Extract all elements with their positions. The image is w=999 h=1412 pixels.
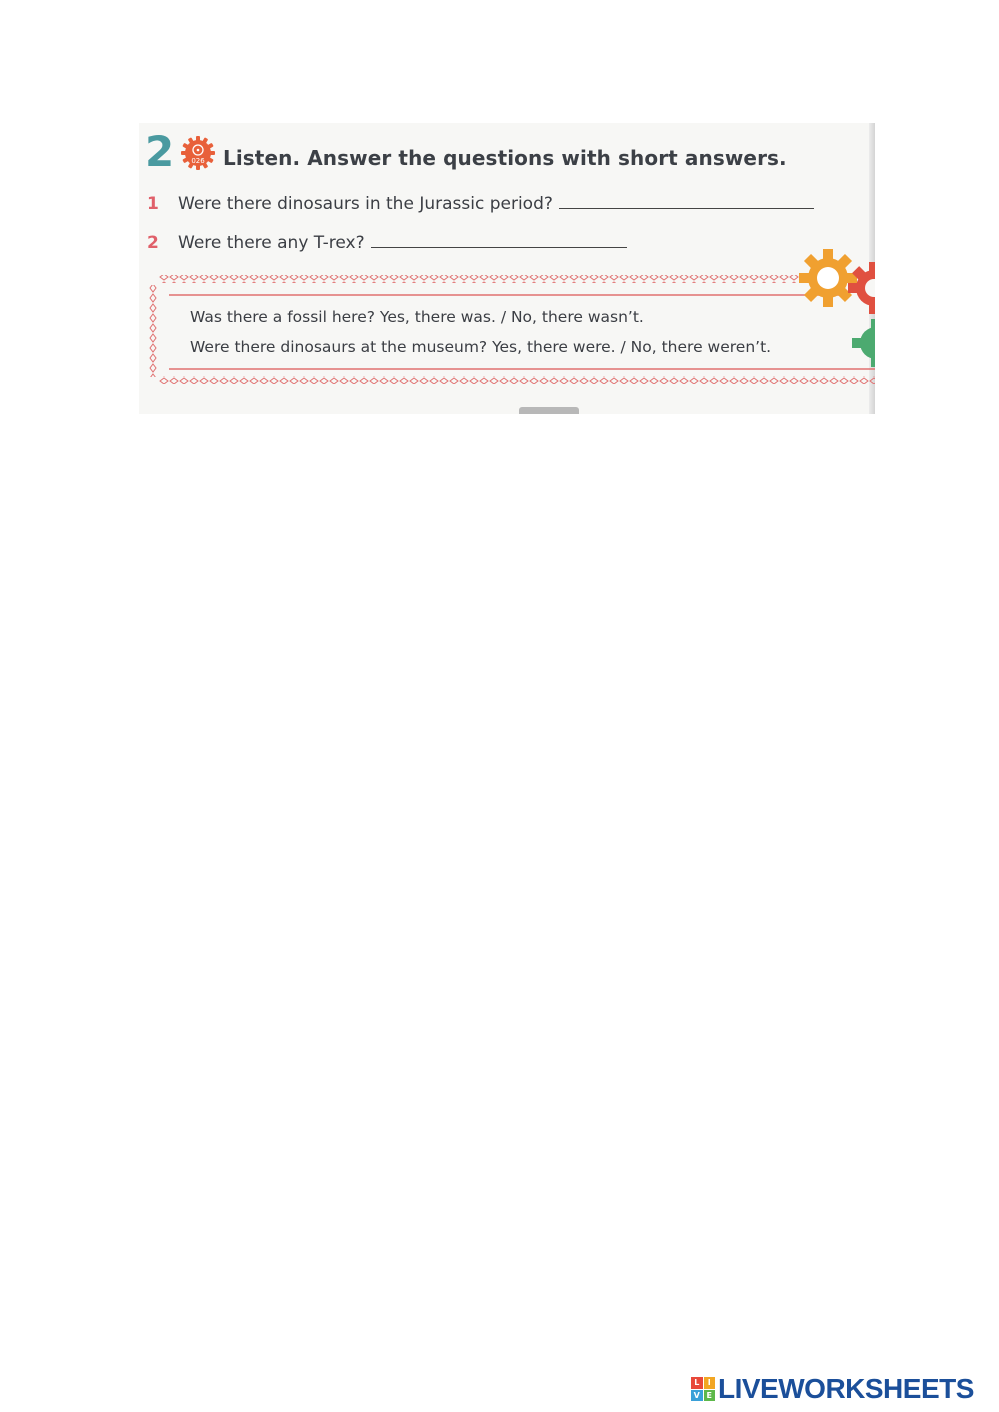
answer-line-2[interactable] [371, 233, 627, 248]
gear-icon [794, 248, 875, 368]
decorative-border [149, 273, 875, 393]
worksheet-scan [139, 123, 875, 414]
question-row [147, 194, 814, 214]
question-number: 1 [147, 194, 159, 214]
audio-cd-icon[interactable] [178, 133, 218, 173]
logo-mark-icon [691, 1377, 715, 1401]
example-box [149, 273, 875, 393]
exercise-instruction: Listen. Answer the questions with short answers. [223, 146, 787, 170]
example-sentence: Were there dinosaurs at the museum? Yes, there were. / No, there weren’t. [190, 338, 772, 356]
logo-mark-letter: L [691, 1377, 703, 1389]
logo-mark-letter: V [691, 1390, 703, 1402]
logo-mark-letter: I [704, 1377, 716, 1389]
logo-text: LIVEWORKSHEETS [718, 1373, 974, 1404]
audio-track-number: 026 [191, 157, 205, 165]
question-row [147, 233, 627, 253]
liveworksheets-logo [691, 1373, 974, 1405]
answer-line-1[interactable] [559, 194, 814, 209]
question-number: 2 [147, 233, 159, 253]
example-sentence: Was there a fossil here? Yes, there was. / No, there wasn’t. [190, 308, 644, 326]
page-fragment [519, 407, 579, 414]
question-text: Were there dinosaurs in the Jurassic period? [178, 194, 553, 214]
question-text: Were there any T-rex? [178, 233, 365, 253]
logo-mark-letter: E [704, 1390, 716, 1402]
exercise-number: 2 [145, 127, 175, 176]
